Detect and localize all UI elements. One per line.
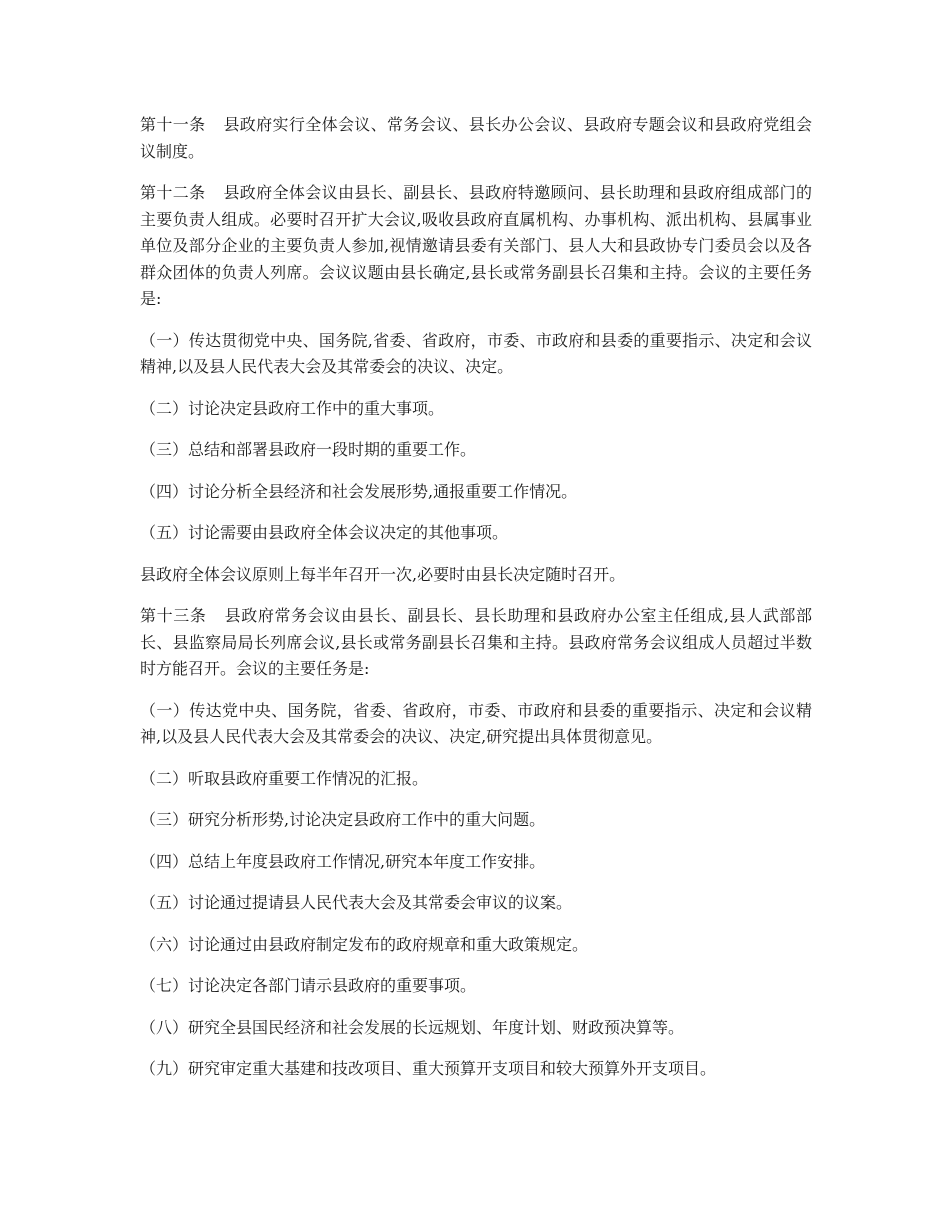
article-paragraph	[140, 603, 812, 683]
list-item: （五）讨论通过提请县人民代表大会及其常委会审议的议案。	[140, 893, 573, 912]
list-item: （三）总结和部署县政府一段时期的重要工作。	[140, 440, 477, 459]
list-item: （五）讨论需要由县政府全体会议决定的其他事项。	[140, 523, 509, 542]
article-text: 县政府全体会议由县长、副县长、县政府特邀顾问、县长助理和县政府组成部门的主要负责人组成。必要时召开扩大会议,吸收县政府直属机构、办事机构、派出机构、县属事业单位及部分企业的主要负责人参加,视情邀请县委有关部门、县人大和县政协专门委员会以及各群众团体的负责人列席。会议议题由县长确定,县长或常务副县长召集和主持。会议的主要任务是:	[140, 183, 812, 308]
article-text: 县政府常务会议由县长、副县长、县长助理和县政府办公室主任组成,县人武部部长、县监察局局长列席会议,县长或常务副县长召集和主持。县政府常务会议组成人员超过半数时方能召开。会议的主要任务是:	[140, 606, 812, 678]
list-item: （三）研究分析形势,讨论决定县政府工作中的重大问题。	[140, 810, 546, 829]
article-number: 第十一条	[140, 115, 206, 134]
article-paragraph	[140, 180, 812, 313]
list-item: （四）讨论分析全县经济和社会发展形势,通报重要工作情况。	[140, 481, 578, 501]
list-item: （七）讨论决定各部门请示县政府的重要事项。	[140, 976, 477, 995]
plain-paragraph: 县政府全体会议原则上每半年召开一次,必要时由县长决定随时召开。	[140, 564, 626, 584]
document-body	[140, 112, 812, 1098]
list-item: （四）总结上年度县政府工作情况,研究本年度工作安排。	[140, 851, 546, 871]
list-item: （二）听取县政府重要工作情况的汇报。	[140, 768, 429, 788]
list-item: （九）研究审定重大基建和技改项目、重大预算开支项目和较大预算外开支项目。	[140, 1059, 717, 1078]
article-number: 第十二条	[140, 183, 206, 202]
list-item: （一）传达贯彻党中央、国务院,省委、省政府，市委、市政府和县委的重要指示、决定和会议精神,以及县人民代表大会及其常委会的决议、决定。	[140, 330, 812, 376]
list-item: （八）研究全县国民经济和社会发展的长远规划、年度计划、财政预决算等。	[140, 1017, 685, 1037]
article-text: 县政府实行全体会议、常务会议、县长办公会议、县政府专题会议和县政府党组会议制度。	[140, 115, 812, 161]
article-paragraph	[140, 112, 812, 165]
list-item: （二）讨论决定县政府工作中的重大事项。	[140, 398, 445, 418]
list-item: （六）讨论通过由县政府制定发布的政府规章和重大政策规定。	[140, 934, 589, 954]
article-number: 第十三条	[140, 606, 207, 625]
list-item: （一）传达党中央、国务院，省委、省政府，市委、市政府和县委的重要指示、决定和会议精神,以及县人民代表大会及其常委会的决议、决定,研究提出具体贯彻意见。	[140, 700, 812, 746]
